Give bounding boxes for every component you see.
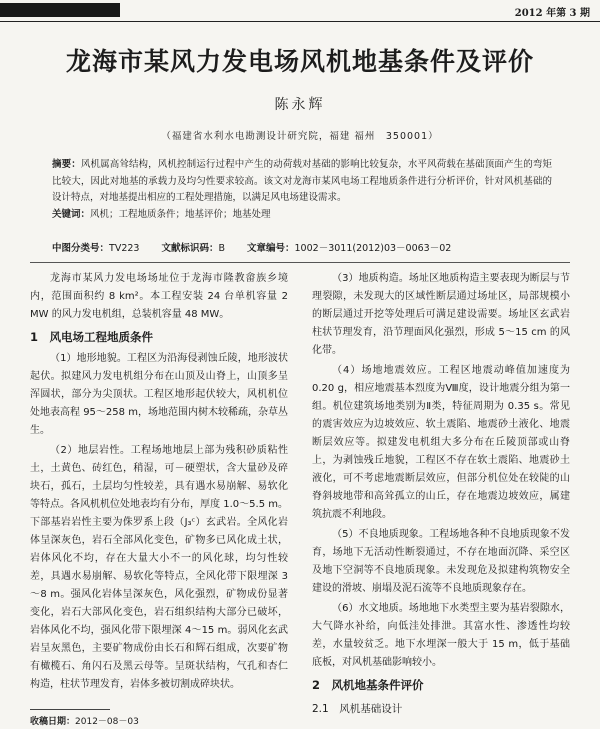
received-label: 收稿日期：: [30, 717, 76, 727]
abstract-label: 摘要：: [52, 159, 81, 170]
keywords-label: 关键词：: [52, 208, 91, 220]
footnote-rule: [30, 709, 110, 710]
right-column: [312, 270, 570, 718]
paragraph-hydrogeology: （6）水文地质。场地地下水类型主要为基岩裂隙水，大气降水补给，向低洼处排泄。其富水性、渗透性均较差，水量较贫乏。地下水埋深一般大于 15 m，低于基础底板，对风机基础影响较小。: [312, 603, 570, 668]
paragraph-structure: （3）地质构造。场址区地质构造主要表现为断层与节理裂隙，未发现大的区域性断层通过场址区，局部规模小的断层通过开挖等处理后可满足建设需要。场址区玄武岩柱状节理发育，沿节理面风化强烈，形成 5～15 cm 的风化带。: [312, 273, 570, 356]
abstract-divider: [30, 262, 570, 263]
article-number: 文章编号：1002－3011(2012)03－0063－02: [247, 243, 452, 254]
paragraph-lithology: （2）地层岩性。工程场地地层上部为残积砂质粘性土，土黄色、砖红色，稍湿，可－硬塑状，含大量砂及碎块石，孤石，土层均匀性较差，具有遇水易崩解、易软化等特点。各风机机位处地表均有分布，厚度 1.0～5.5 m。下部基岩岩性主要为侏罗系上段（J₃ᶜ）玄武岩。全风化岩体呈深灰色，岩石全部风化变色，矿物多已风化成土状，岩体风化不均，存在大量大小不一的风化球，均匀性较差，具遇水易崩解、易软化等特点，全风化带下限埋深 3～8 m。强风化岩体呈深灰色，风化强烈，矿物成份显著变化，岩石大部风化变色，岩石组织结构大部分已破坏，岩体风化不均，强风化带下限埋深 4～15 m。弱风化玄武岩呈灰黑色，主要矿物成份由长石和辉石组成，次要矿物有橄榄石、角闪石及黑云母等。呈斑状结构，气孔和杏仁构造，柱状节理发育，岩体多被切割成碎块状。: [30, 445, 288, 690]
intro-paragraph: 龙海市某风力发电场场址位于龙海市隆教畲族乡境内，范围面积约 8 km²。本工程安装 24 台单机容量 2 MW 的风力发电机组，总装机容量 48 MW。: [30, 273, 288, 320]
abstract-text: 风机属高耸结构，风机控制运行过程中产生的动荷载对基础的影响比较复杂，水平风荷载在基础顶面产生的弯矩比较大，因此对地基的承载力及均匀性要求较高。该文对龙海市某风电场工程地质条件进行分析评价，针对风机基础的设计特点，对地基提出相应的工程处理措施，以满足风电场建设需求。: [52, 159, 552, 203]
author-name: 陈永辉: [274, 97, 326, 113]
author-affiliation: （福建省水利水电勘测设计研究院，福建 福州 350001）: [161, 131, 439, 142]
received-date: 2012－08－03: [75, 717, 139, 727]
paragraph-topography: （1）地形地貌。工程区为沿海侵剥蚀丘陵，地形波状起伏。拟建风力发电机组分布在山顶及山脊上，山顶多呈浑圆状，部分为尖顶状。工程区地形起伏较大，风机机位处地表高程 95～258 m，场地范围内树木较稀疏，杂草丛生。: [30, 353, 288, 436]
section-1-heading: 1 风电场工程地质条件: [30, 330, 154, 344]
keywords-text: 风机；工程地质条件；地基评价；地基处理: [90, 208, 271, 220]
issue-label: 2012 年第 3 期: [514, 8, 590, 19]
received-date-note: [30, 714, 139, 727]
paragraph-seismic: （4）场地地震效应。工程区地震动峰值加速度为 0.20 g，相应地震基本烈度为Ⅷ度，设计地震分组为第一组。机位建筑场地类别为Ⅱ类，特征周期为 0.35 s。常见的震害效应为边坡效应、软土震陷、地震砂土液化、地震断层效应等。拟建发电机组大多分布在丘陵顶部或山脊上，为剥蚀残丘地貌，工程区不存在软土震陷、地震砂土液化，可不考虑地震断层效应，但部分机位处在较陡的山脊斜坡地带和高耸孤立的山丘，存在地震边坡效应，属建筑抗震不利地段。: [312, 365, 570, 520]
header-bar-decoration: [0, 3, 120, 17]
left-column: [30, 270, 288, 696]
document-code: 文献标识码：B: [161, 243, 225, 254]
section-2-heading: 2 风机地基条件评价: [312, 678, 424, 692]
article-title: 龙海市某风力发电场风机地基条件及评价: [65, 47, 534, 76]
paragraph-adverse-geology: （5）不良地质现象。工程场地各种不良地质现象不发育，场地下无活动性断裂通过，不存在地面沉降、采空区及地下空洞等不良地质现象。未发现危及拟建构筑物安全建设的滑坡、崩塌及泥石流等不良地质现象存在。: [312, 529, 570, 594]
section-2-1-heading: 2.1 风机基础设计: [312, 703, 403, 715]
abstract-block: [52, 157, 552, 223]
classification-line: [52, 240, 552, 254]
running-header: [0, 0, 600, 22]
clc-number: 中图分类号：TV223: [52, 243, 140, 254]
header-rule: [0, 21, 600, 22]
